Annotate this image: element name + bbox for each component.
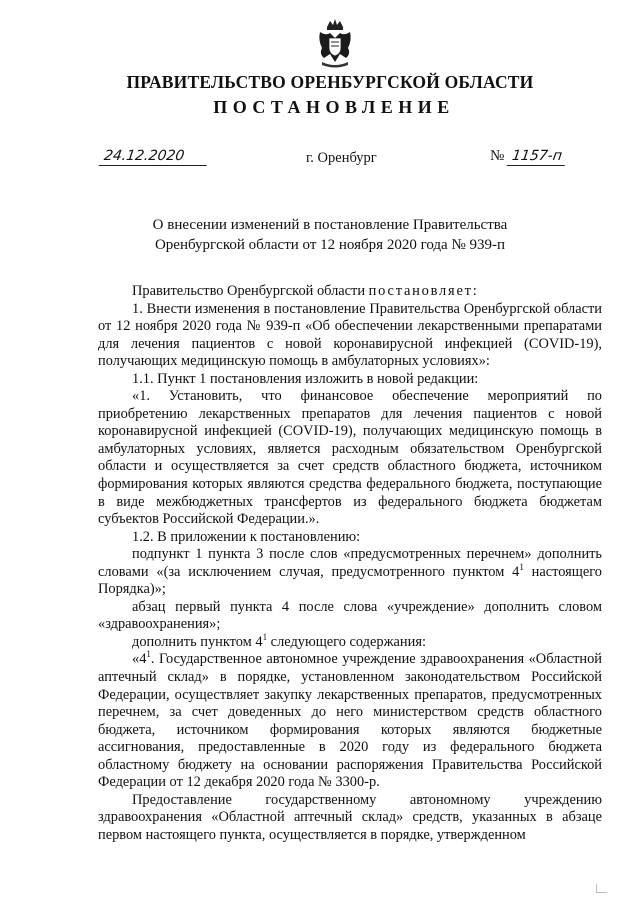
paragraph-abzac: абзац первый пункта 4 после слова «учреждение» дополнить словом «здравоохранения»; (98, 598, 602, 633)
document-subject (120, 215, 540, 255)
page-corner-mark (596, 884, 607, 893)
document-city: г. Оренбург (306, 150, 377, 166)
number-value: 1157-п (507, 147, 568, 166)
number-label: № (490, 148, 505, 164)
organization-name: ПРАВИТЕЛЬСТВО ОРЕНБУРГСКОЙ ОБЛАСТИ (126, 72, 534, 92)
paragraph-1: 1. Внести изменения в постановление Правительства Оренбургской области от 12 ноября 2020 года № 939-п «Об обеспечении лекарственными препаратами для лечения пациентов с новой коронавирусной инфекцией (COVID-19), получающих медицинскую помощь в амбулаторных условиях»: (98, 300, 602, 370)
document-type: ПОСТАНОВЛЕНИЕ (213, 97, 455, 117)
subject-line-1: О внесении изменений в постановление Правительства (152, 217, 508, 233)
paragraph-quote-1: «1. Установить, что финансовое обеспечение мероприятий по приобретению лекарственных препаратов для лечения пациентов с новой коронавирусной инфекцией (COVID-19), получающих медицинскую помощь в амбулаторных условиях, является расходным обязательством Оренбургской области и осуществляется за счет средств областного бюджета, источником формирования которых являются средства федерального бюджета, поступающие в виде межбюджетных трансфертов из федерального бюджета бюджетам субъектов Российской Федерации.». (98, 388, 602, 528)
preamble-subject: Правительство Оренбургской области (132, 283, 366, 299)
paragraph-provision: Предоставление государственному автономному учреждению здравоохранения «Областной аптечный склад» средств, указанных в абзаце первом настоящего пункта, осуществляется в порядке, утвержденном (98, 791, 602, 843)
paragraph-1-1: 1.1. Пункт 1 постановления изложить в новой редакции: (132, 370, 479, 387)
document-date: 24.12.2020 (99, 147, 210, 166)
preamble-verb: постановляет: (368, 283, 479, 299)
document-body (98, 283, 602, 845)
subject-line-2: Оренбургской области от 12 ноября 2020 года № 939-п (154, 237, 506, 253)
document-number (490, 147, 566, 166)
preamble (98, 283, 602, 301)
paragraph-1-2: 1.2. В приложении к постановлению: (132, 528, 361, 545)
paragraph-add-point: дополнить пунктом $4^1$ следующего содержания: (132, 632, 426, 650)
paragraph-subpoint: подпункт 1 пункта 3 после слов «предусмотренных перечнем» дополнить словами «(за исключением случая, предусмотренного пунктом $4^1$ настоящего Порядка)»; (98, 546, 603, 598)
coat-of-arms-icon (316, 18, 354, 68)
paragraph-point-4-1: «$4^1$. Государственное автономное учреждение здравоохранения «Областной аптечный склад» в порядке, установленном законодательством Российской Федерации, осуществляет закупку лекарственных препаратов, предусмотренных перечнем, за счет доведенных до него министерством средств областного бюджета, источником формирования которых являются бюджетные ассигнования, предоставленные в 2020 году из федерального бюджета областному бюджету на основании распоряжения Правительства Российской Федерации от 12 декабря 2020 года № 3300-р. (98, 649, 602, 791)
